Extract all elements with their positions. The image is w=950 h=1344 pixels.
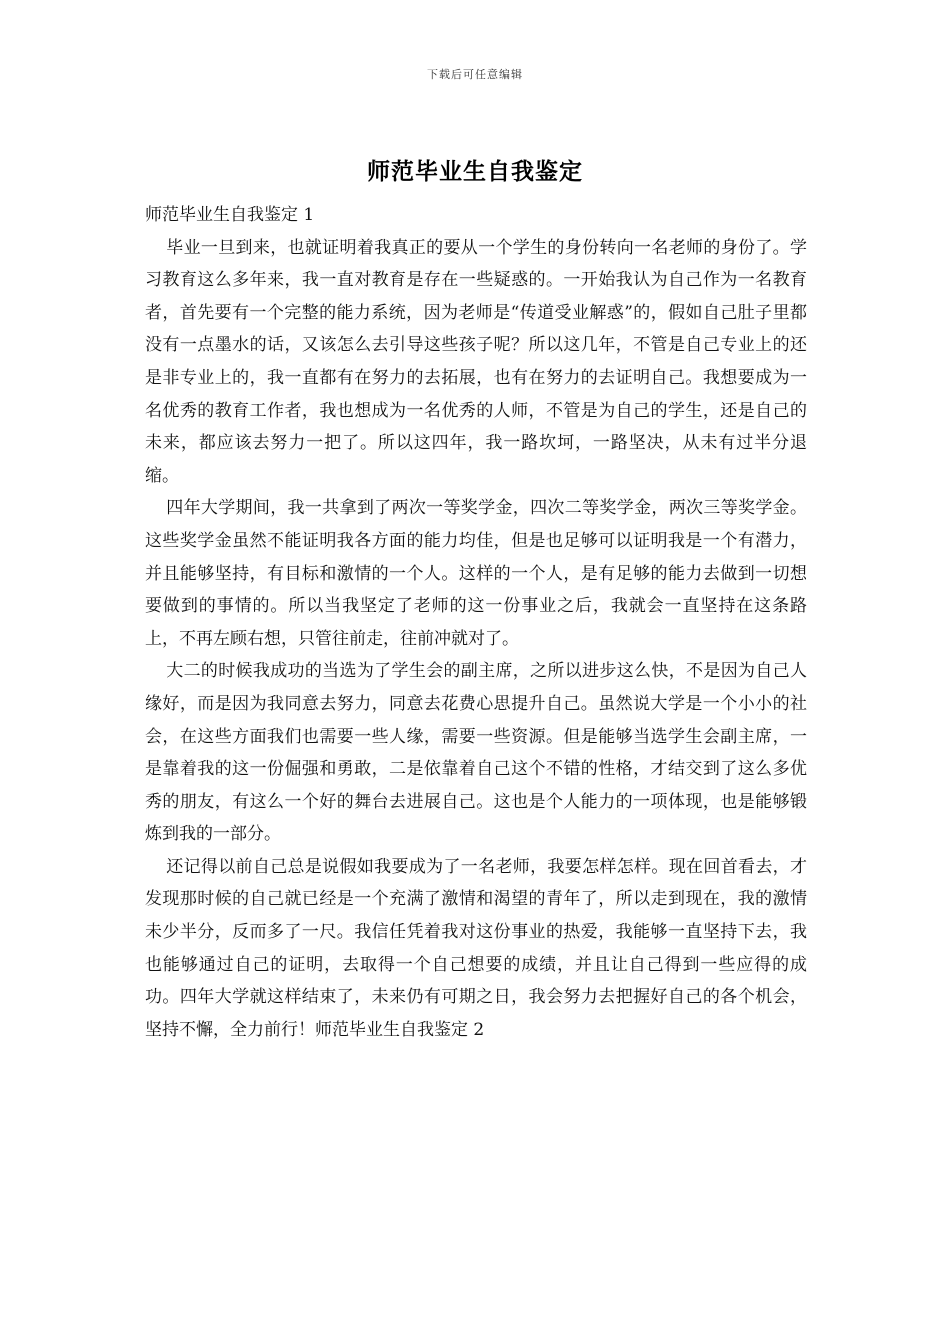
document-title: 师范毕业生自我鉴定	[367, 158, 583, 185]
paragraph-3: 大二的时候我成功的当选为了学生会的副主席，之所以进步这么快，不是因为自己人缘好，而是因为我同意去努力，同意去花费心思提升自己。虽然说大学是一个小小的社会，在这些方面我们也需要一些人缘，需要一些资源。但是能够当选学生会副主席，一是靠着我的这一份倔强和勇敢，二是依靠着自己这个不错的性格，才结交到了这么多优秀的朋友，有这么一个好的舞台去进展自己。这也是个人能力的一项体现，也是能够锻炼到我的一部分。	[145, 661, 807, 845]
paragraph-1: 毕业一旦到来，也就证明着我真正的要从一个学生的身份转向一名老师的身份了。学习教育这么多年来，我一直对教育是存在一些疑惑的。一开始我认为自己作为一名教育者，首先要有一个完整的能力系统，因为老师是“传道受业解惑”的，假如自己肚子里都没有一点墨水的话，又该怎么去引导这些孩子呢？所以这几年，不管是自己专业上的还是非专业上的，我一直都有在努力的去拓展，也有在努力的去证明自己。我想要成为一名优秀的教育工作者，我也想成为一名优秀的人师，不管是为自己的学生，还是自己的未来，都应该去努力一把了。所以这四年，我一路坎坷，一路坚决，从未有过半分退缩。	[145, 237, 807, 486]
document-body	[145, 199, 807, 1046]
section-heading: 师范毕业生自我鉴定 1	[145, 205, 315, 225]
paragraph-4: 还记得以前自己总是说假如我要成为了一名老师，我要怎样怎样。现在回首看去，才发现那时候的自己就已经是一个充满了激情和渴望的青年了，所以走到现在，我的激情未少半分，反而多了一尺。我信任凭着我对这份事业的热爱，我能够一直坚持下去，我也能够通过自己的证明，去取得一个自己想要的成绩，并且让自己得到一些应得的成功。四年大学就这样结束了，未来仍有可期之日，我会努力去把握好自己的各个机会，坚持不懈，全力前行！师范毕业生自我鉴定 2	[145, 856, 807, 1040]
header-note: 下载后可任意编辑	[427, 68, 523, 81]
paragraph-2: 四年大学期间，我一共拿到了两次一等奖学金，四次二等奖学金，两次三等奖学金。这些奖学金虽然不能证明我各方面的能力均佳，但是也足够可以证明我是一个有潜力，并且能够坚持，有目标和激情的一个人。这样的一个人，是有足够的能力去做到一切想要做到的事情的。所以当我坚定了老师的这一份事业之后，我就会一直坚持在这条路上，不再左顾右想，只管往前走，往前冲就对了。	[145, 498, 807, 649]
